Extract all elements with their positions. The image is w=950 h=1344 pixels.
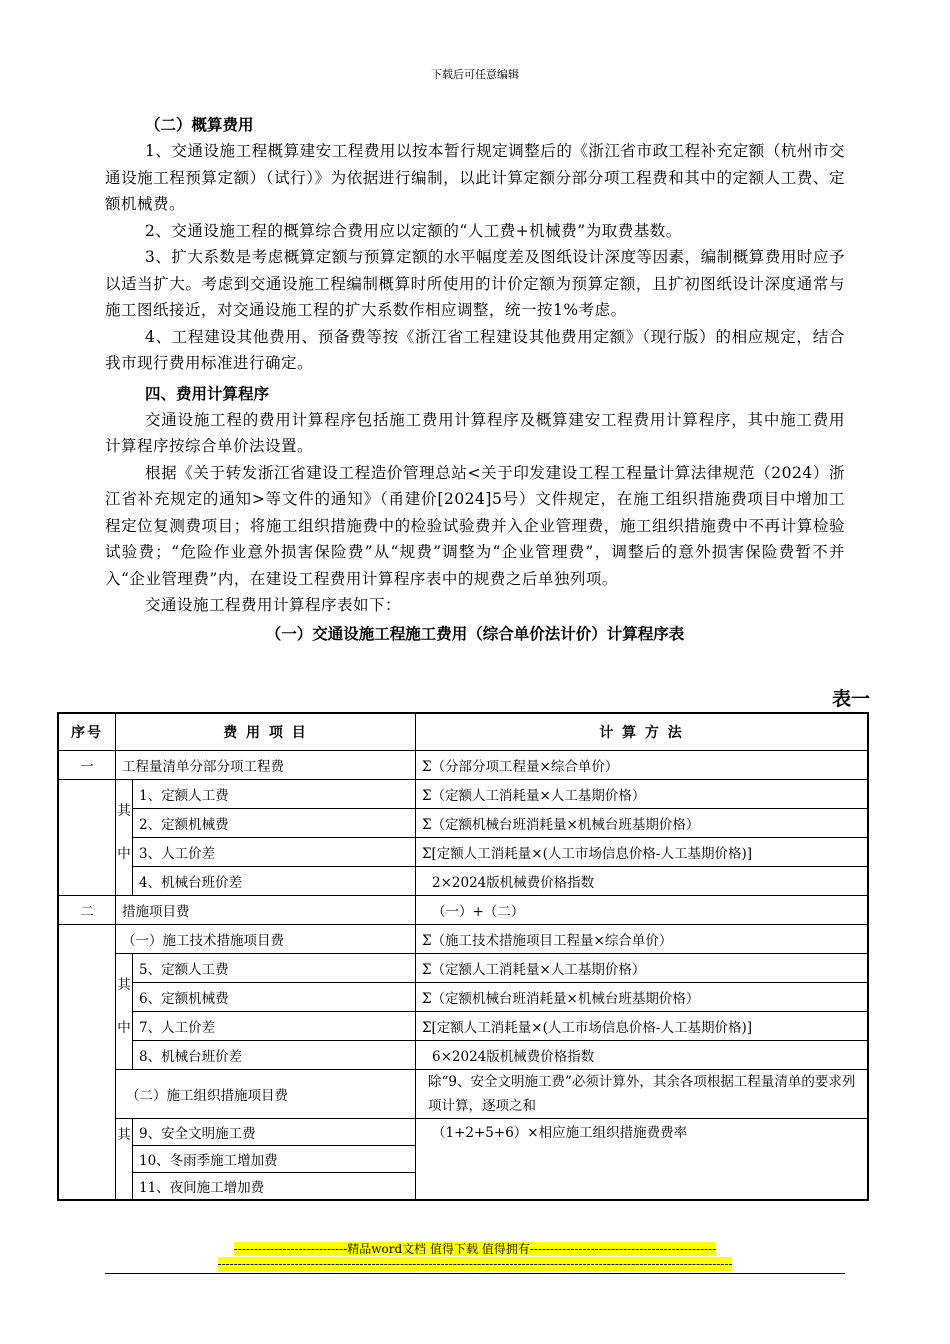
zhong-label: 中: [116, 1012, 133, 1070]
table-row: [58, 1012, 868, 1041]
row-item: 4、机械台班价差: [133, 867, 416, 896]
row-calc: （一）+（二）: [416, 896, 869, 925]
table-row: [58, 809, 868, 838]
paragraph: 3、扩大系数是考虑概算定额与预算定额的水平幅度差及图纸设计深度等因素，编制概算费用时应予以适当扩大。考虑到交通设施工程编制概算时所使用的计价定额为预算定额，且扩初图纸设计深度通常与施工图纸接近，对交通设施工程的扩大系数作相应调整，统一按1%考虑。: [105, 248, 845, 319]
row-item: 11、夜间施工增加费: [133, 1173, 416, 1201]
table-title: （一）交通设施工程施工费用（综合单价法计价）计算程序表: [265, 624, 685, 643]
footer-dashes-text: -------------------------------------------------------------------------------------------------------------------------------: [217, 1257, 733, 1271]
row-calc: 2×2024版机械费价格指数: [416, 867, 869, 896]
document-body: [105, 112, 845, 647]
row-calc: （1+2+5+6）×相应施工组织措施费费率: [416, 1119, 869, 1201]
footer-rule: [105, 1273, 845, 1274]
row-calc: Σ（定额人工消耗量×人工基期价格）: [416, 954, 869, 983]
row-calc: Σ（定额机械台班消耗量×机械台班基期价格）: [416, 809, 869, 838]
table-header-row: [58, 713, 868, 751]
row-item: 2、定额机械费: [133, 809, 416, 838]
row-item: 6、定额机械费: [133, 983, 416, 1012]
row-calc: Σ（分部分项工程量×综合单价）: [416, 751, 869, 780]
qi-label: 其: [116, 1119, 133, 1201]
row-calc: Σ（定额人工消耗量×人工基期价格）: [416, 780, 869, 809]
paragraph: 1、交通设施工程概算建安工程费用以按本暂行规定调整后的《浙江省市政工程补充定额（杭州市交通设施工程预算定额）（试行）》为依据进行编制，以此计算定额分部分项工程费和其中的定额人工费、定额机械费。: [105, 142, 845, 213]
table-row: [58, 1070, 868, 1119]
table-row: [58, 1041, 868, 1070]
row-calc: Σ[定额人工消耗量×(人工市场信息价格-人工基期价格)]: [416, 838, 869, 867]
zhong-label: 中: [116, 838, 133, 896]
row-calc: Σ（施工技术措施项目工程量×综合单价）: [416, 925, 869, 954]
row-item: 1、定额人工费: [133, 780, 416, 809]
row-seq: 二: [58, 896, 116, 925]
row-item: 7、人工价差: [133, 1012, 416, 1041]
row-calc: 除“9、安全文明施工费”必须计算外，其余各项根据工程量清单的要求列项计算，逐项之和: [416, 1070, 869, 1119]
row-item: 5、定额人工费: [133, 954, 416, 983]
paragraph: 2、交通设施工程的概算综合费用应以定额的“人工费+机械费”为取费基数。: [145, 221, 682, 240]
paragraph: 4、工程建设其他费用、预备费等按《浙江省工程建设其他费用定额》（现行版）的相应规定，结合我市现行费用标准进行确定。: [105, 327, 845, 372]
qi-label: 其: [116, 954, 133, 1012]
section-heading-procedure: 四、费用计算程序: [145, 384, 270, 403]
table-row: [58, 867, 868, 896]
procedure-table: [57, 712, 869, 1201]
row-item: 3、人工价差: [133, 838, 416, 867]
table-row: [58, 925, 868, 954]
row-seq-empty: [58, 925, 116, 1201]
row-item: （二）施工组织措施项目费: [116, 1070, 416, 1119]
header-seq: 序号: [58, 713, 116, 751]
row-seq-empty: [58, 780, 116, 896]
row-item: 10、冬雨季施工增加费: [133, 1146, 416, 1173]
table-row: [58, 1119, 868, 1146]
paragraph: 交通设施工程费用计算程序表如下：: [145, 596, 402, 614]
table-row: [58, 751, 868, 780]
footer-banner-text: ----------------------------精品word文档 值得下载 值得拥有----------------------------------------------: [233, 1242, 717, 1256]
header-calc: 计 算 方 法: [416, 713, 869, 751]
header-note: 下载后可任意编辑: [431, 68, 519, 81]
row-calc: Σ[定额人工消耗量×(人工市场信息价格-人工基期价格)]: [416, 1012, 869, 1041]
footer-banner: [0, 1240, 950, 1257]
row-calc: Σ（定额机械台班消耗量×机械台班基期价格）: [416, 983, 869, 1012]
table-row: [58, 983, 868, 1012]
row-item: 8、机械台班价差: [133, 1041, 416, 1070]
section-heading-budget: （二）概算费用: [145, 116, 254, 134]
row-item: （一）施工技术措施项目费: [116, 925, 416, 954]
table-row: [58, 780, 868, 809]
footer-dashes: [0, 1257, 950, 1271]
row-item: 9、安全文明施工费: [133, 1119, 416, 1146]
table-label: 表一: [831, 688, 870, 710]
table-row: [58, 896, 868, 925]
paragraph: 根据《关于转发浙江省建设工程造价管理总站<关于印发建设工程工程量计算法律规范（2024）浙江省补充规定的通知>等文件的通知》（甬建价[2024]5号）文件规定，在施工组织措施费项目中增加工程定位复测费项目；将施工组织措施费中的检验试验费并入企业管理费，施工组织措施费中不再计算检验试验费；“危险作业意外损害保险费”从“规费”调整为“企业管理费”，调整后的意外损害保险费暂不并入“企业管理费”内，在建设工程费用计算程序表中的规费之后单独列项。: [105, 463, 845, 588]
qi-label: 其: [116, 780, 133, 838]
header-item: 费 用 项 目: [116, 713, 416, 751]
row-calc: 6×2024版机械费价格指数: [416, 1041, 869, 1070]
row-item: 措施项目费: [116, 896, 416, 925]
row-seq: 一: [58, 751, 116, 780]
table-row: [58, 954, 868, 983]
row-item: 工程量清单分部分项工程费: [116, 751, 416, 780]
table-row: [58, 838, 868, 867]
paragraph: 交通设施工程的费用计算程序包括施工费用计算程序及概算建安工程费用计算程序，其中施工费用计算程序按综合单价法设置。: [105, 410, 845, 455]
